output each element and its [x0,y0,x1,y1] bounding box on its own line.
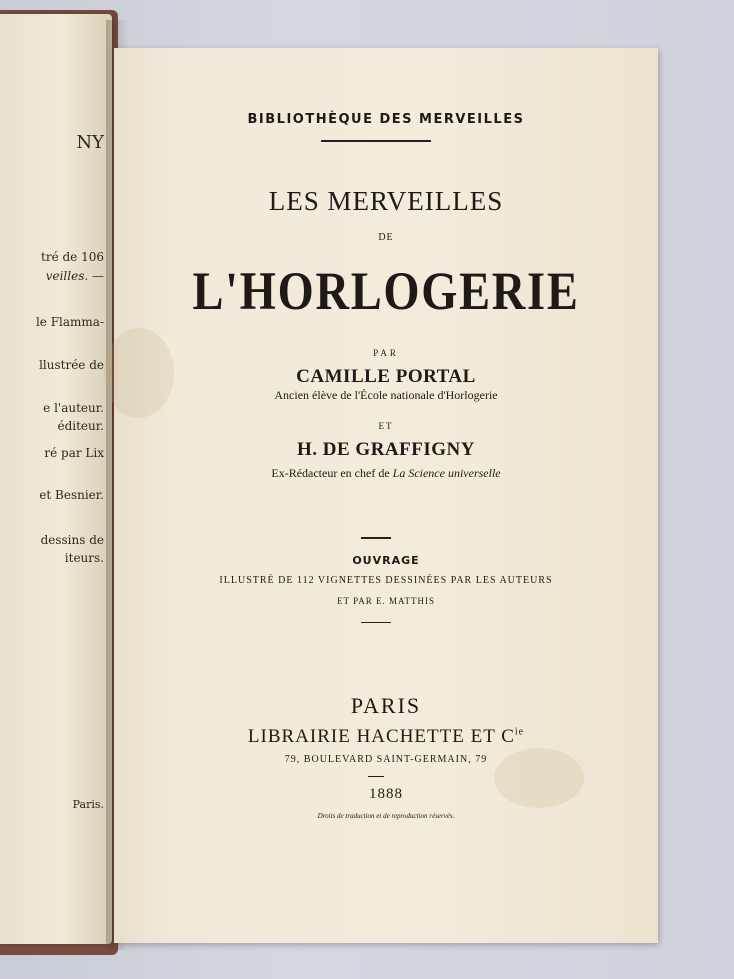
divider-rule [368,776,384,777]
author2-description-prefix: Ex-Rédacteur en chef de [271,466,393,480]
left-page-line: dessins de [40,533,104,547]
ouvrage-label: OUVRAGE [352,554,420,567]
publisher-superscript: ie [514,726,525,738]
title-de: DE [378,232,394,243]
et-label: ET [378,421,394,431]
title-page [114,48,658,943]
left-page-line: NY [76,132,104,153]
left-page [0,14,112,944]
publisher-name [114,726,658,748]
series-title: BIBLIOTHÈQUE DES MERVEILLES [247,112,525,127]
left-page-line: iteurs. [64,551,104,565]
left-page-line: e l'auteur. [43,401,104,415]
publisher-text: LIBRAIRIE HACHETTE ET C [247,726,515,747]
main-title: L'HORLOGERIE [192,261,580,321]
left-page-line: llustrée de [39,358,104,372]
author2-name: H. DE GRAFFIGNY [297,439,475,460]
author1-description: Ancien élève de l'École nationale d'Horlogerie [274,388,498,402]
publisher-address: 79, BOULEVARD SAINT-GERMAIN, 79 [284,754,488,765]
left-page-line: veilles. — [45,269,104,283]
left-page-line: tré de 106 [41,250,104,264]
author1-name: CAMILLE PORTAL [296,366,476,387]
author2-description [114,466,658,481]
left-page-line: éditeur. [57,419,104,433]
divider-rule [361,622,391,623]
divider-rule [321,140,431,142]
illustrations-line2: ET PAR E. MATTHIS [336,596,435,606]
par-label: PAR [373,348,399,358]
title-line1: LES MERVEILLES [268,186,504,216]
left-page-line: et Besnier. [39,488,104,502]
illustrations-line1: ILLUSTRÉ DE 112 VIGNETTES DESSINÉES PAR LES AUTEURS [219,575,553,586]
left-page-line: Paris. [72,798,104,811]
publication-city: PARIS [350,693,422,718]
left-page-line: le Flamma- [35,315,104,329]
journal-title: La Science universelle [392,466,501,480]
rights-notice: Droits de traduction et de reproduction réservés. [317,812,455,820]
left-page-line: ré par Lix [44,446,104,460]
divider-rule [361,537,391,539]
publication-year: 1888 [369,786,403,802]
